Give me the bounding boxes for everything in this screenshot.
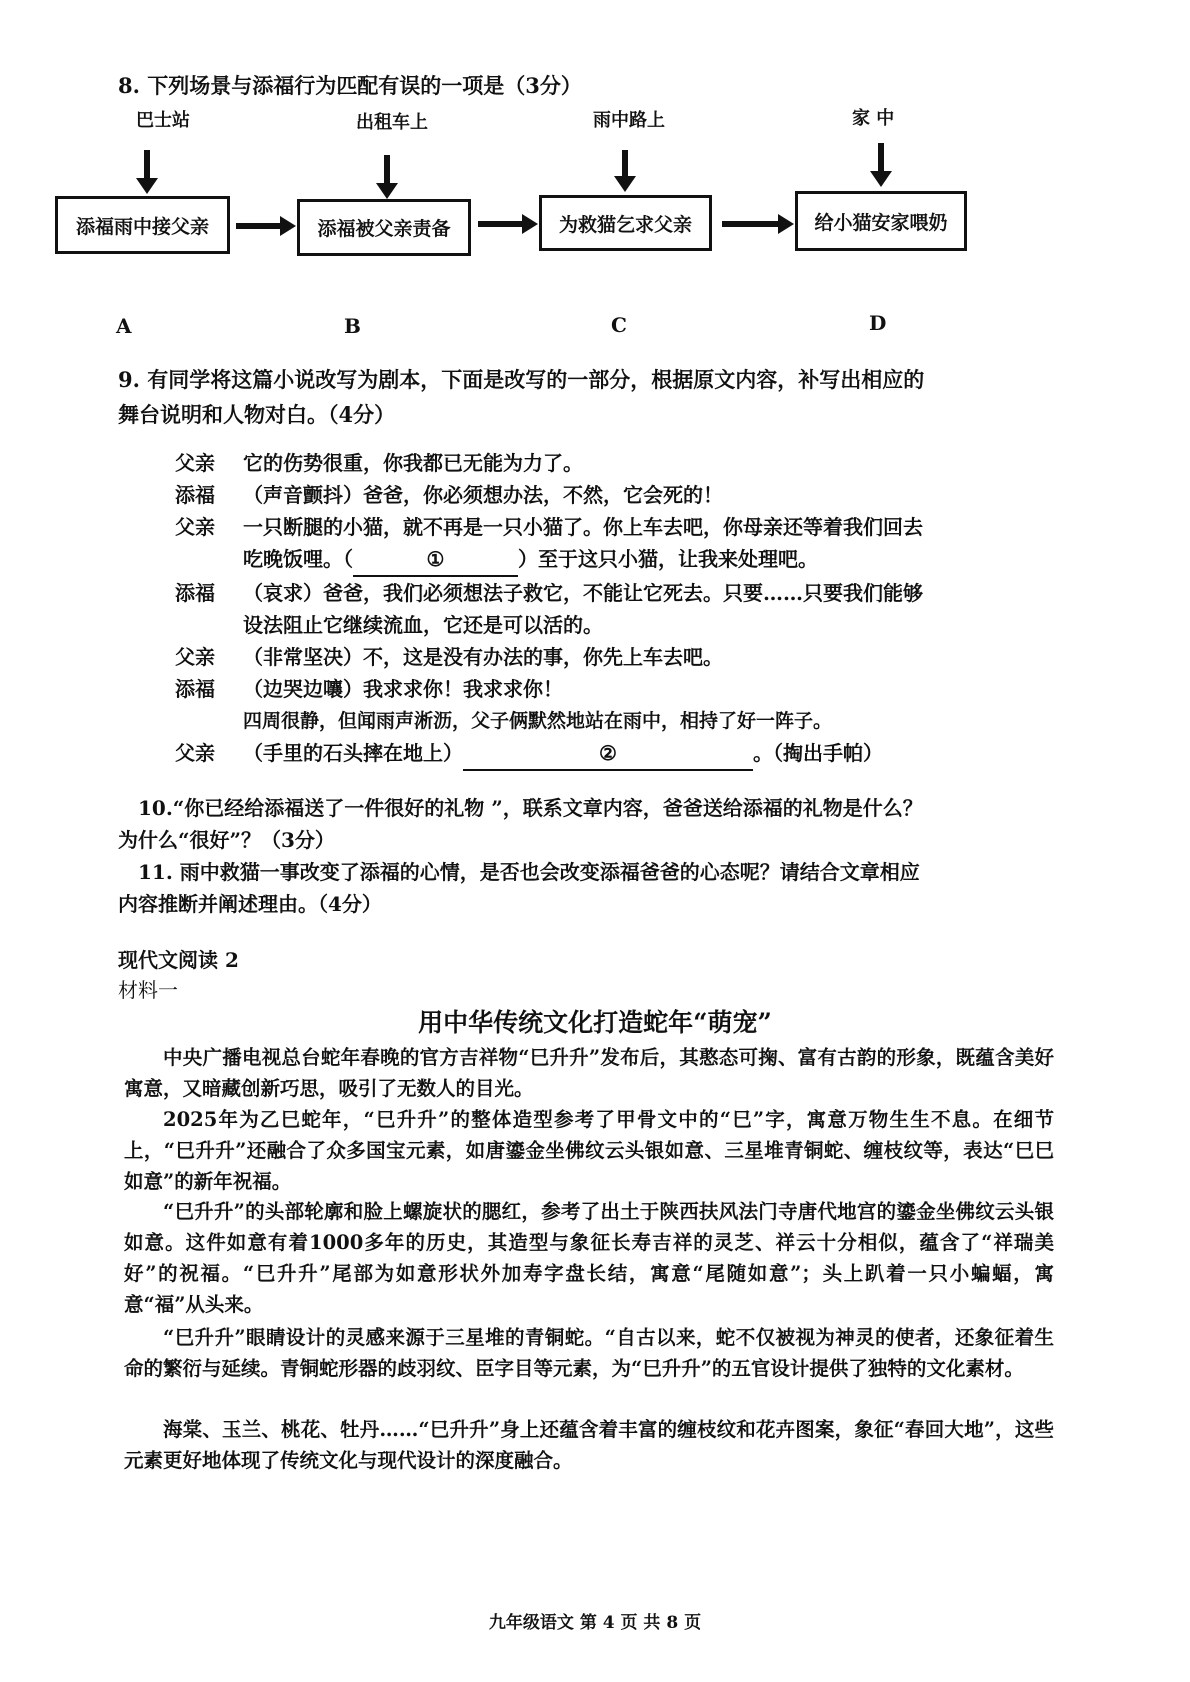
right-arrow-icon [478, 221, 524, 227]
dialogue: 它的伤势很重，你我都已无能为力了。 [243, 451, 583, 475]
option-letter-a: A [116, 314, 132, 338]
answer-blank-1[interactable]: ① [353, 543, 518, 577]
flow-box-b: 添福被父亲责备 [297, 199, 471, 256]
q10-line2: 为什么“很好”？（3分） [118, 828, 335, 852]
script-line [175, 673, 1075, 705]
script-block [175, 447, 1075, 771]
article-paragraph-3: “巳升升”的头部轮廓和脸上螺旋状的腮红，参考了出土于陕西扶风法门寺唐代地宫的鎏金坐佛纹云头银如意。这件如意有着1000多年的历史，其造型与象征长寿吉祥的灵芝、祥云十分相似，蕴含了“祥瑞美好”的祝福。“巳升升”尾部为如意形状外加寿字盘长结，寓意“尾随如意”；头上趴着一只小蝙蝠，寓意“福”从头来。 [124, 1200, 1054, 1316]
speaker: 父亲 [175, 741, 215, 765]
flow-box-a: 添福雨中接父亲 [55, 196, 230, 254]
q11-line1: 11. 雨中救猫一事改变了添福的心情，是否也会改变添福爸爸的心态呢？请结合文章相应 [138, 860, 920, 884]
option-letter-d: D [869, 311, 887, 335]
dialogue: （边哭边嚷）我求求你！我求求你！ [243, 677, 563, 701]
scene-label-b: 出租车上 [356, 112, 428, 133]
scene-label-a: 巴士站 [136, 110, 190, 131]
article-title: 用中华传统文化打造蛇年“萌宠” [418, 1008, 772, 1037]
q9-stem-line1: 9. 有同学将这篇小说改写为剧本，下面是改写的一部分，根据原文内容，补写出相应的 [118, 367, 925, 392]
scene-label-d: 家 中 [852, 108, 895, 129]
scene-label-c: 雨中路上 [593, 110, 665, 131]
down-arrow-icon [878, 143, 884, 173]
speaker: 父亲 [175, 515, 215, 539]
down-arrow-icon [384, 155, 390, 185]
right-arrow-icon [236, 223, 282, 229]
script-line [175, 479, 1075, 511]
dialogue: 一只断腿的小猫，就不再是一只小猫了。你上车去吧，你母亲还等着我们回去 [243, 515, 923, 539]
page-footer: 九年级语文 第 4 页 共 8 页 [488, 1613, 702, 1633]
script-line [175, 641, 1075, 673]
article-paragraph-2: 2025年为乙巳蛇年，“巳升升”的整体造型参考了甲骨文中的“巳”字，寓意万物生生不息。在细节上，“巳升升”还融合了众多国宝元素，如唐鎏金坐佛纹云头银如意、三星堆青铜蛇、缠枝纹等，表达“巳巳如意”的新年祝福。 [124, 1108, 1054, 1193]
q9-stem-line2: 舞台说明和人物对白。（4分） [118, 402, 396, 427]
article-paragraph-1: 中央广播电视总台蛇年春晚的官方吉祥物“巳升升”发布后，其憨态可掬、富有古韵的形象，既蕴含美好寓意，又暗藏创新巧思，吸引了无数人的目光。 [124, 1046, 1054, 1100]
speaker: 添福 [175, 483, 215, 507]
option-letter-c: C [611, 313, 627, 337]
speaker: 添福 [175, 581, 215, 605]
right-arrow-icon [722, 221, 780, 227]
option-letter-b: B [344, 314, 361, 338]
script-line [175, 577, 1075, 609]
script-line [175, 447, 1075, 479]
article-paragraph-4: “巳升升”眼睛设计的灵感来源于三星堆的青铜蛇。“自古以来，蛇不仅被视为神灵的使者，还象征着生命的繁衍与延续。青铜蛇形器的歧羽纹、臣字目等元素，为“巳升升”的五官设计提供了独特的文化素材。 [124, 1326, 1054, 1380]
stage-direction: 四周很静，但闻雨声淅沥，父子俩默然地站在雨中，相持了好一阵子。 [243, 710, 833, 732]
dialogue-continuation: 吃晚饭哩。（ ① ）至于这只小猫，让我来处理吧。 [175, 543, 1075, 577]
dialogue: （非常坚决）不，这是没有办法的事，你先上车去吧。 [243, 645, 723, 669]
flow-box-d: 给小猫安家喂奶 [795, 191, 967, 251]
material-label: 材料一 [118, 978, 178, 1002]
speaker: 添福 [175, 677, 215, 701]
answer-blank-2[interactable]: ② [463, 737, 753, 771]
down-arrow-icon [144, 150, 150, 180]
section-heading: 现代文阅读 2 [118, 948, 239, 972]
speaker: 父亲 [175, 645, 215, 669]
q8-stem: 8. 下列场景与添福行为匹配有误的一项是（3分） [118, 73, 582, 98]
down-arrow-icon [622, 150, 628, 178]
dialogue: （声音颤抖）爸爸，你必须想办法，不然，它会死的！ [243, 483, 723, 507]
q11-line2: 内容推断并阐述理由。（4分） [118, 892, 382, 916]
article-paragraph-5: 海棠、玉兰、桃花、牡丹……“巳升升”身上还蕴含着丰富的缠枝纹和花卉图案，象征“春回大地”，这些元素更好地体现了传统文化与现代设计的深度融合。 [124, 1418, 1054, 1472]
dialogue-continuation: 设法阻止它继续流血，它还是可以活的。 [243, 613, 603, 637]
script-line [175, 511, 1075, 543]
script-line: 父亲 （手里的石头摔在地上） ② 。（掏出手帕） [175, 737, 1075, 771]
q10-line1: 10.“你已经给添福送了一件很好的礼物 ”，联系文章内容，爸爸送给添福的礼物是什么？ [138, 796, 923, 820]
flow-box-c: 为救猫乞求父亲 [539, 195, 712, 251]
dialogue: （哀求）爸爸，我们必须想法子救它，不能让它死去。只要……只要我们能够 [243, 581, 923, 605]
speaker: 父亲 [175, 451, 215, 475]
